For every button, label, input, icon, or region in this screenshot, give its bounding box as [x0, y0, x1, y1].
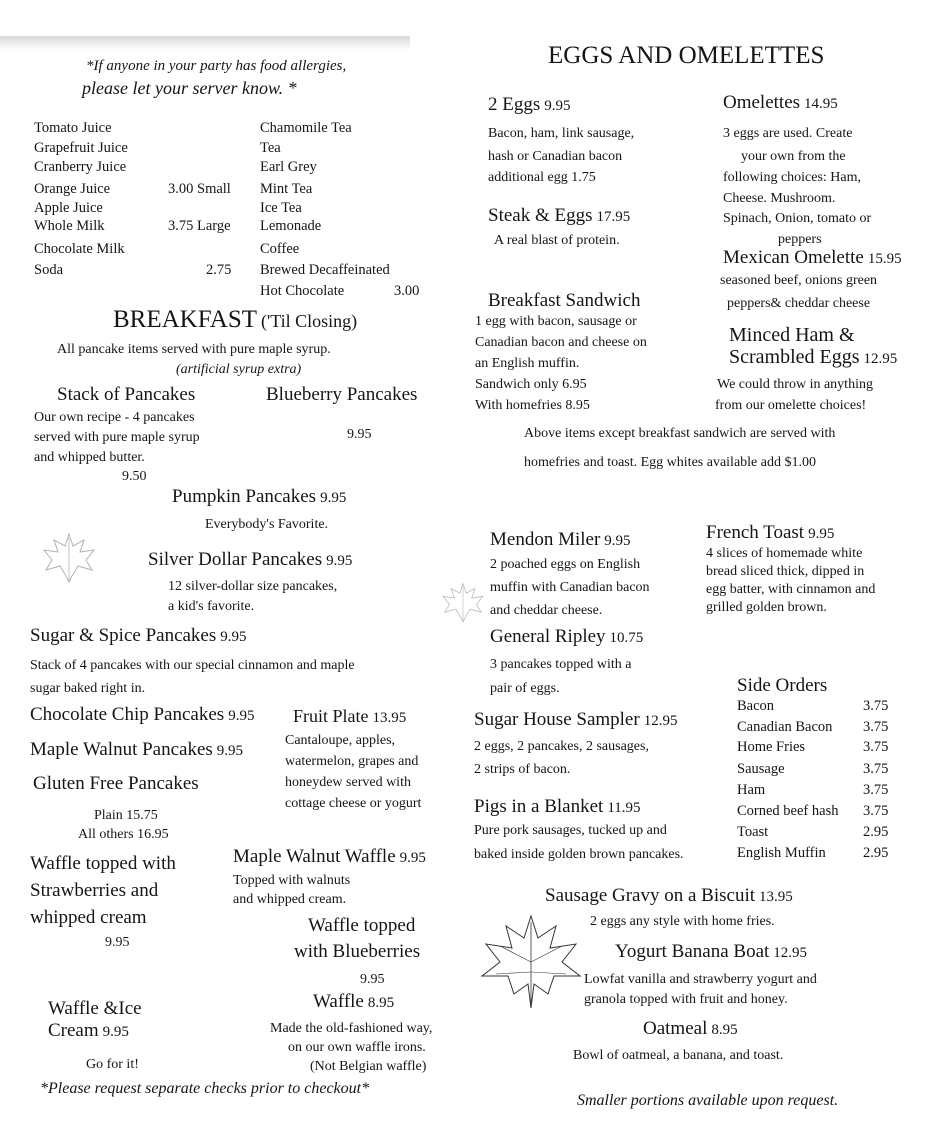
minced-price: 12.95 — [863, 351, 898, 367]
maple-walnut-waffle-desc-2: and whipped cream. — [233, 892, 347, 907]
breakfast-title — [113, 306, 357, 334]
sandwich-title: Breakfast Sandwich — [488, 290, 641, 311]
two-eggs-desc-1: Bacon, ham, link sausage, — [488, 126, 635, 141]
sampler-title — [474, 709, 677, 731]
drink-soda-price: 2.75 — [206, 262, 232, 278]
yogurt-price: 12.95 — [773, 945, 808, 961]
gluten-free-plain: Plain 15.75 — [94, 808, 158, 823]
drink-item: Chamomile Tea — [260, 120, 352, 136]
stack-desc-2: served with pure maple syrup — [34, 430, 200, 445]
drink-hot-chocolate-price: 3.00 — [394, 283, 420, 299]
waffle-blueberries-line-1: Waffle topped — [308, 915, 416, 936]
sandwich-desc-2: Canadian bacon and cheese on — [475, 335, 647, 350]
mexican-price: 15.95 — [867, 251, 902, 267]
waffle-strawberries-line-1: Waffle topped with — [30, 853, 176, 874]
stack-price: 9.50 — [122, 469, 147, 484]
side-item-name: Bacon — [737, 698, 775, 714]
eggs-note-2: homefries and toast. Egg whites available add $1.00 — [524, 455, 816, 470]
yogurt-desc-1: Lowfat vanilla and strawberry yogurt and — [584, 972, 817, 987]
pigs-title — [474, 796, 641, 818]
french-toast-title — [706, 522, 834, 544]
sugar-spice-title — [30, 625, 247, 647]
maple-walnut-waffle-desc-1: Topped with walnuts — [233, 873, 351, 888]
mendon-name: Mendon Miler — [490, 529, 601, 550]
side-item-name: Canadian Bacon — [737, 719, 833, 735]
two-eggs-title — [488, 94, 571, 116]
side-orders-title: Side Orders — [737, 675, 828, 696]
blueberry-title: Blueberry Pancakes — [266, 384, 418, 405]
sandwich-desc-3: an English muffin. — [475, 356, 580, 371]
maple-walnut-price: 9.95 — [216, 743, 244, 759]
maple-leaf-icon — [476, 912, 586, 1012]
yogurt-title — [615, 941, 807, 963]
drink-item: Coffee — [260, 241, 300, 257]
pigs-name: Pigs in a Blanket — [474, 796, 604, 817]
oatmeal-price: 8.95 — [711, 1022, 738, 1038]
choc-chip-title — [30, 704, 254, 726]
sampler-desc-1: 2 eggs, 2 pancakes, 2 sausages, — [474, 739, 649, 754]
drink-item: Earl Grey — [260, 159, 317, 175]
mendon-price: 9.95 — [604, 533, 631, 549]
fruit-plate-title — [293, 706, 406, 727]
mexican-desc-2: peppers& cheddar cheese — [727, 296, 871, 311]
waffle-blueberries-line-2: with Blueberries — [294, 941, 421, 962]
drink-item: Ice Tea — [260, 200, 302, 216]
silver-dollar-desc-2: a kid's favorite. — [168, 599, 255, 614]
french-toast-desc-3: egg batter, with cinnamon and — [706, 582, 876, 597]
drink-large-price: 3.75 Large — [168, 218, 231, 234]
mendon-desc-1: 2 poached eggs on English — [490, 557, 641, 572]
drink-item: Whole Milk — [34, 218, 105, 234]
silver-dollar-name: Silver Dollar Pancakes — [148, 549, 323, 570]
steak-title — [488, 205, 630, 227]
mendon-desc-2: muffin with Canadian bacon — [490, 580, 650, 595]
maple-leaf-icon — [40, 530, 98, 584]
waffle-ice-cream-line-1: Waffle &Ice — [48, 998, 142, 1019]
mexican-desc-1: seasoned beef, onions green — [720, 273, 878, 288]
french-toast-desc-4: grilled golden brown. — [706, 600, 827, 615]
maple-walnut-title — [30, 739, 243, 761]
side-item-price: 3.75 — [863, 803, 889, 819]
sandwich-desc-4: Sandwich only 6.95 — [475, 377, 587, 392]
eggs-title: EGGS AND OMELETTES — [548, 42, 825, 69]
omelettes-title — [723, 92, 838, 114]
drink-item: Cranberry Juice — [34, 159, 127, 175]
side-item-price: 3.75 — [863, 719, 889, 735]
ripley-name: General Ripley — [490, 626, 606, 647]
breakfast-subtitle: ('Til Closing) — [261, 311, 358, 331]
drink-item: Chocolate Milk — [34, 241, 125, 257]
gravy-price: 13.95 — [759, 889, 793, 905]
mexican-name: Mexican Omelette — [723, 247, 864, 268]
sampler-name: Sugar House Sampler — [474, 709, 640, 730]
minced-desc-1: We could throw in anything — [717, 377, 873, 392]
drink-item: Soda — [34, 262, 63, 278]
drink-item: Orange Juice — [34, 181, 111, 197]
allergy-line-2: please let your server know. * — [82, 78, 297, 98]
maple-walnut-waffle-name: Maple Walnut Waffle — [233, 846, 396, 867]
sugar-spice-name: Sugar & Spice Pancakes — [30, 625, 217, 646]
french-toast-name: French Toast — [706, 522, 805, 543]
waffle-ice-cream-name: Cream — [48, 1020, 99, 1041]
sugar-spice-desc-1: Stack of 4 pancakes with our special cinnamon and maple — [30, 658, 355, 673]
pumpkin-price: 9.95 — [320, 490, 347, 506]
pumpkin-name: Pumpkin Pancakes — [172, 486, 317, 507]
fruit-plate-desc-2: watermelon, grapes and — [285, 754, 419, 769]
side-item-price: 3.75 — [863, 782, 889, 798]
fruit-plate-price: 13.95 — [372, 710, 407, 726]
waffle-price: 8.95 — [367, 995, 395, 1011]
stack-desc-3: and whipped butter. — [34, 450, 145, 465]
waffle-ice-cream-price: 9.95 — [102, 1024, 129, 1040]
drink-item: Tea — [260, 140, 281, 156]
pigs-desc-2: baked inside golden brown pancakes. — [474, 847, 684, 862]
sampler-desc-2: 2 strips of bacon. — [474, 762, 571, 777]
silver-dollar-title — [148, 549, 352, 571]
two-eggs-name: 2 Eggs — [488, 94, 541, 115]
sandwich-desc-1: 1 egg with bacon, sausage or — [475, 314, 637, 329]
mendon-title — [490, 529, 631, 551]
maple-walnut-waffle-price: 9.95 — [399, 850, 426, 866]
sugar-spice-price: 9.95 — [220, 629, 247, 645]
minced-line-1: Minced Ham & — [729, 324, 855, 346]
side-item-price: 3.75 — [863, 761, 889, 777]
two-eggs-desc-2: hash or Canadian bacon — [488, 149, 623, 164]
omelettes-price: 14.95 — [804, 96, 838, 112]
waffle-desc-3: (Not Belgian waffle) — [310, 1059, 427, 1074]
omelettes-desc-1: 3 eggs are used. Create — [723, 126, 853, 141]
sampler-price: 12.95 — [643, 713, 678, 729]
side-item-price: 2.95 — [863, 824, 889, 840]
pigs-desc-1: Pure pork sausages, tucked up and — [474, 823, 667, 838]
scan-shadow — [0, 36, 410, 50]
waffle-strawberries-line-2: Strawberries and — [30, 880, 159, 901]
oatmeal-name: Oatmeal — [643, 1018, 708, 1039]
omelettes-desc-4: Cheese. Mushroom. — [723, 191, 836, 206]
omelettes-name: Omelettes — [723, 92, 801, 113]
drink-item: Tomato Juice — [34, 120, 112, 136]
fruit-plate-name: Fruit Plate — [293, 706, 369, 726]
breakfast-note-1: All pancake items served with pure maple syrup. — [57, 342, 331, 357]
ripley-desc-1: 3 pancakes topped with a — [490, 657, 632, 672]
fruit-plate-desc-1: Cantaloupe, apples, — [285, 733, 396, 748]
side-item-price: 2.95 — [863, 845, 889, 861]
drink-small-price: 3.00 Small — [168, 181, 231, 197]
drink-item: Lemonade — [260, 218, 322, 234]
waffle-desc-2: on our own waffle irons. — [288, 1040, 426, 1055]
choc-chip-name: Chocolate Chip Pancakes — [30, 704, 225, 725]
yogurt-desc-2: granola topped with fruit and honey. — [584, 992, 788, 1007]
oatmeal-title — [643, 1018, 738, 1040]
stack-title: Stack of Pancakes — [57, 384, 196, 405]
side-item-price: 3.75 — [863, 739, 889, 755]
waffle-ice-cream-desc: Go for it! — [86, 1057, 139, 1072]
blueberry-price: 9.95 — [347, 427, 372, 442]
drink-item: Hot Chocolate — [260, 283, 345, 299]
minced-desc-2: from our omelette choices! — [715, 398, 867, 413]
french-toast-desc-2: bread sliced thick, dipped in — [706, 564, 865, 579]
choc-chip-price: 9.95 — [228, 708, 255, 724]
waffle-strawberries-line-3: whipped cream — [30, 907, 147, 928]
omelettes-desc-3: following choices: Ham, — [723, 170, 862, 185]
sugar-spice-desc-2: sugar baked right in. — [30, 681, 146, 696]
side-item-name: Corned beef hash — [737, 803, 839, 819]
gluten-free-title: Gluten Free Pancakes — [33, 773, 199, 794]
minced-name: Scrambled Eggs — [729, 346, 860, 368]
waffle-name: Waffle — [313, 991, 364, 1012]
drink-item: Brewed Decaffeinated — [260, 262, 390, 278]
french-toast-desc-1: 4 slices of homemade white — [706, 546, 863, 561]
side-item-name: Ham — [737, 782, 766, 798]
side-item-name: English Muffin — [737, 845, 826, 861]
gravy-desc: 2 eggs any style with home fries. — [590, 914, 775, 929]
steak-name: Steak & Eggs — [488, 205, 593, 226]
eggs-note-1: Above items except breakfast sandwich are served with — [524, 426, 836, 441]
gravy-name: Sausage Gravy on a Biscuit — [545, 885, 756, 906]
maple-walnut-name: Maple Walnut Pancakes — [30, 739, 213, 760]
yogurt-name: Yogurt Banana Boat — [615, 941, 770, 962]
omelettes-desc-2: your own from the — [741, 149, 846, 164]
waffle-ice-cream-line-2 — [48, 1020, 129, 1042]
steak-price: 17.95 — [596, 209, 631, 225]
ripley-price: 10.75 — [609, 630, 644, 646]
side-item-price: 3.75 — [863, 698, 889, 714]
steak-desc: A real blast of protein. — [494, 233, 620, 248]
drink-item: Apple Juice — [34, 200, 103, 216]
pumpkin-desc: Everybody's Favorite. — [205, 517, 329, 532]
fruit-plate-desc-4: cottage cheese or yogurt — [285, 796, 422, 811]
separate-checks-note: *Please request separate checks prior to checkout* — [40, 1080, 370, 1097]
silver-dollar-price: 9.95 — [326, 553, 353, 569]
mexican-title — [723, 247, 902, 269]
breakfast-title-text: BREAKFAST — [113, 306, 258, 333]
maple-leaf-icon — [440, 580, 486, 624]
pigs-price: 11.95 — [607, 800, 641, 816]
silver-dollar-desc-1: 12 silver-dollar size pancakes, — [168, 579, 338, 594]
minced-line-2 — [729, 346, 897, 369]
side-item-name: Sausage — [737, 761, 785, 777]
two-eggs-price: 9.95 — [544, 98, 571, 114]
omelettes-desc-6: peppers — [778, 232, 822, 247]
omelettes-desc-5: Spinach, Onion, tomato or — [723, 211, 872, 226]
smaller-portions-note: Smaller portions available upon request. — [577, 1092, 839, 1109]
stack-desc-1: Our own recipe - 4 pancakes — [34, 410, 195, 425]
waffle-title — [313, 991, 394, 1013]
french-toast-price: 9.95 — [808, 526, 835, 542]
gluten-free-others: All others 16.95 — [78, 827, 169, 842]
waffle-desc-1: Made the old-fashioned way, — [270, 1021, 433, 1036]
drink-item: Grapefruit Juice — [34, 140, 128, 156]
side-item-name: Toast — [737, 824, 769, 840]
oatmeal-desc: Bowl of oatmeal, a banana, and toast. — [573, 1048, 784, 1063]
waffle-blueberries-price: 9.95 — [360, 972, 385, 987]
ripley-title — [490, 626, 643, 648]
side-item-name: Home Fries — [737, 739, 806, 755]
fruit-plate-desc-3: honeydew served with — [285, 775, 411, 790]
sandwich-desc-5: With homefries 8.95 — [475, 398, 590, 413]
mendon-desc-3: and cheddar cheese. — [490, 603, 603, 618]
maple-walnut-waffle-title — [233, 846, 426, 868]
pumpkin-title — [172, 486, 346, 508]
two-eggs-desc-3: additional egg 1.75 — [488, 170, 596, 185]
allergy-line-1: *If anyone in your party has food allergies, — [86, 58, 347, 74]
gravy-title — [545, 885, 793, 907]
breakfast-note-2: (artificial syrup extra) — [176, 362, 302, 377]
waffle-strawberries-price: 9.95 — [105, 935, 130, 950]
drink-item: Mint Tea — [260, 181, 313, 197]
ripley-desc-2: pair of eggs. — [490, 681, 560, 696]
